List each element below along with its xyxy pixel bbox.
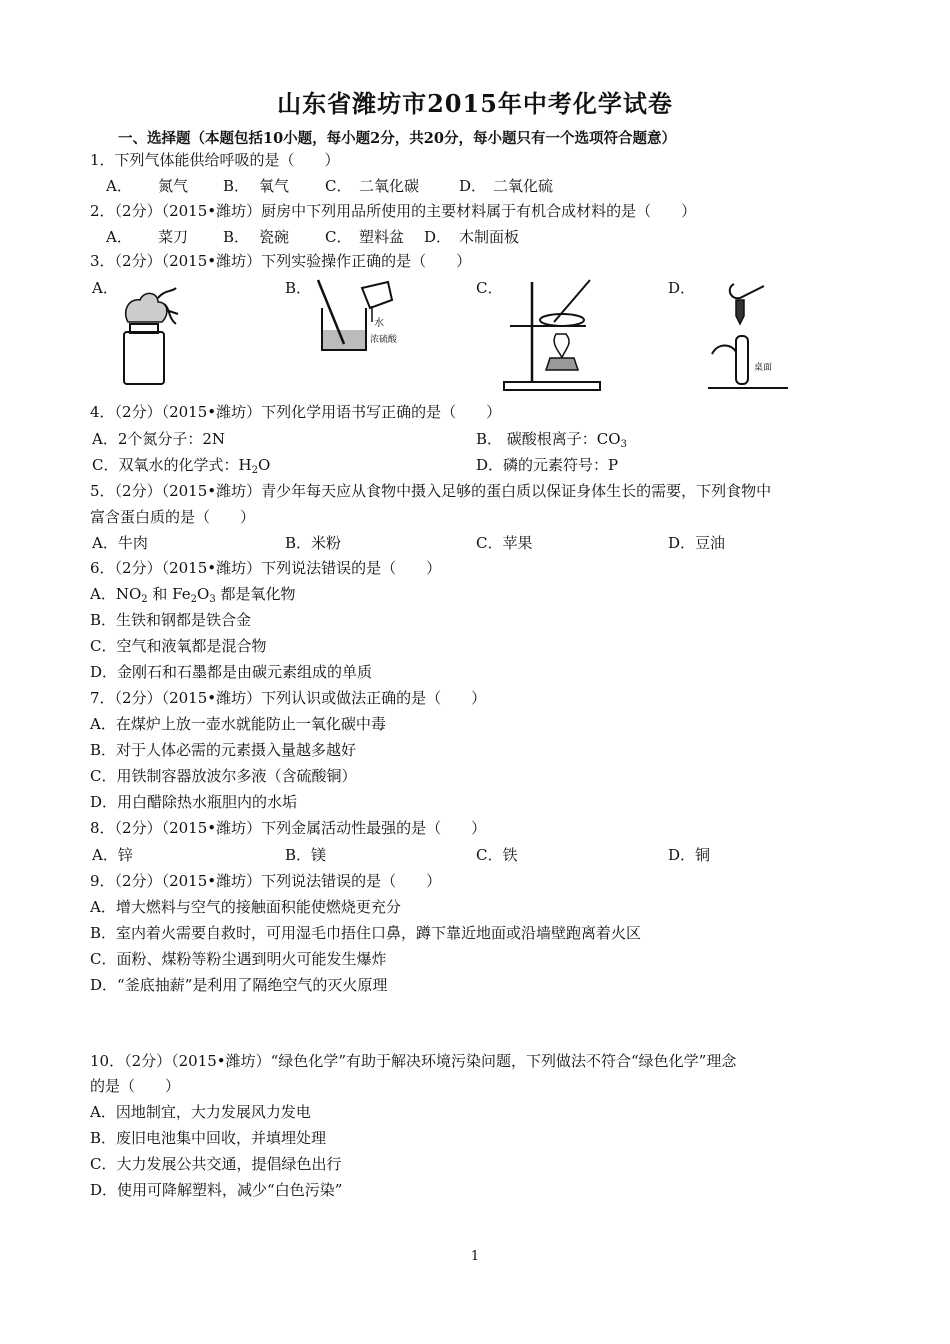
q5-option-c: C．苹果 — [476, 534, 533, 552]
q7-option-a: A．在煤炉上放一壶水就能防止一氧化碳中毒 — [90, 715, 386, 733]
q2-option-b-label: B． — [223, 228, 250, 246]
q9-option-b: B．室内着火需要自救时，可用湿毛巾捂住口鼻，蹲下靠近地面或沿墙壁跑离着火区 — [90, 924, 642, 942]
q3-option-c-label: C． — [476, 279, 503, 297]
q2-option-b-text: 瓷碗 — [259, 228, 290, 246]
q9-option-c: C．面粉、煤粉等粉尘遇到明火可能发生爆炸 — [90, 950, 387, 968]
q6-a-text: A．NO — [90, 585, 142, 603]
q7-stem: 7．（2分）（2015•潍坊）下列认识或做法正确的是（ ） — [90, 689, 487, 707]
figure-dilute-acid — [314, 278, 414, 358]
q9-option-d: D．“釜底抽薪”是利用了隔绝空气的灭火原理 — [90, 976, 388, 994]
q1-option-a-text: 氮气 — [158, 177, 189, 195]
q7-option-d: D．用白醋除热水瓶胆内的水垢 — [90, 793, 298, 811]
q4-option-c-text: C．双氧水的化学式：H — [92, 456, 252, 474]
q4-option-b-text: B． 碳酸根离子：CO — [476, 430, 621, 448]
q4-option-a: A．2个氮分子：2N — [92, 430, 226, 448]
q5-stem-line2: 富含蛋白质的是（ ） — [90, 508, 256, 526]
page-number: 1 — [470, 1249, 480, 1264]
q10-option-d: D．使用可降解塑料，减少“白色污染” — [90, 1181, 343, 1199]
q5-option-b: B．米粉 — [285, 534, 342, 552]
q4-option-c — [92, 455, 270, 475]
q2-option-c-label: C． — [325, 228, 352, 246]
figure-label-acid: 浓硫酸 — [370, 335, 398, 345]
q8-option-c: C．铁 — [476, 846, 518, 864]
q6-a-text2: 和 Fe — [147, 585, 191, 603]
q6-a-text4: 都是氧化物 — [215, 585, 296, 603]
q6-option-b: B．生铁和钢都是铁合金 — [90, 611, 252, 629]
q8-option-d: D．铜 — [668, 846, 711, 864]
exam-title: 山东省潍坊市2015年中考化学试卷 — [277, 89, 673, 118]
q7-option-b: B．对于人体必需的元素摄入量越多越好 — [90, 741, 357, 759]
q8-stem: 8．（2分）（2015•潍坊）下列金属活动性最强的是（ ） — [90, 819, 487, 837]
q1-option-d-text: 二氧化硫 — [493, 177, 554, 195]
q5-option-d: D．豆油 — [668, 534, 726, 552]
figure-label-water: 水 — [374, 318, 384, 329]
section-heading: 一、选择题（本题包括10小题，每小题2分，共20分，每小题只有一个选项符合题意） — [118, 130, 676, 147]
q10-option-c: C．大力发展公共交通，提倡绿色出行 — [90, 1155, 342, 1173]
q6-option-c: C．空气和液氧都是混合物 — [90, 637, 267, 655]
q2-option-d-label: D． — [424, 228, 452, 246]
q6-a-sub2: 2 — [190, 594, 198, 605]
figure-smell-bottle — [118, 284, 198, 388]
q1-option-b-label: B． — [223, 177, 250, 195]
q7-option-c: C．用铁制容器放波尔多液（含硫酸铜） — [90, 767, 357, 785]
q6-stem: 6．（2分）（2015•潍坊）下列说法错误的是（ ） — [90, 559, 442, 577]
q3-option-a-label: A． — [92, 279, 118, 297]
figure-iron-stand-heating — [500, 278, 604, 394]
q1-option-b-text: 氧气 — [259, 177, 290, 195]
q2-option-c-text: 塑料盆 — [359, 228, 405, 246]
q1-option-c-text: 二氧化碳 — [359, 177, 420, 195]
q4-option-c-tail: O — [257, 456, 271, 474]
q3-option-b-label: B． — [285, 279, 312, 297]
q6-option-d: D．金刚石和石墨都是由碳元素组成的单质 — [90, 663, 373, 681]
q1-option-a-label: A． — [106, 177, 132, 195]
q9-option-a: A．增大燃料与空气的接触面积能使燃烧更充分 — [90, 898, 401, 916]
q1-option-d-label: D． — [459, 177, 487, 195]
q6-a-sub1: 2 — [141, 594, 148, 605]
q6-a-text3: O — [197, 585, 210, 603]
q4-option-d: D．磷的元素符号：P — [476, 456, 619, 474]
q6-option-a — [90, 584, 296, 604]
q1-stem: 1．下列气体能供给呼吸的是（ ） — [90, 151, 340, 169]
q10-stem-line2: 的是（ ） — [90, 1077, 181, 1095]
figure-dropper-test-tube — [706, 278, 792, 396]
q6-a-sub3: 3 — [209, 594, 216, 605]
q4-option-b — [476, 429, 627, 449]
q4-option-b-sub: 3 — [620, 439, 627, 450]
q2-option-a-text: 菜刀 — [158, 228, 189, 246]
figure-label-table: 桌面 — [754, 363, 773, 373]
q2-option-d-text: 木制面板 — [459, 228, 520, 246]
q10-option-a: A．因地制宜，大力发展风力发电 — [90, 1103, 311, 1121]
q1-option-c-label: C． — [325, 177, 352, 195]
q4-option-c-sub: 2 — [251, 465, 258, 476]
q9-stem: 9．（2分）（2015•潍坊）下列说法错误的是（ ） — [90, 872, 442, 890]
q5-stem-line1: 5．（2分）（2015•潍坊）青少年每天应从食物中摄入足够的蛋白质以保证身体生长的需要，下列食物中 — [90, 482, 772, 500]
q10-option-b: B．废旧电池集中回收，并填埋处理 — [90, 1129, 327, 1147]
q8-option-a: A．锌 — [92, 846, 133, 864]
q3-stem: 3．（2分）（2015•潍坊）下列实验操作正确的是（ ） — [90, 252, 472, 270]
q10-stem-line1: 10．（2分）（2015•潍坊）“绿色化学”有助于解决环境污染问题，下列做法不符合“绿色化学”理念 — [90, 1052, 737, 1070]
q4-stem: 4．（2分）（2015•潍坊）下列化学用语书写正确的是（ ） — [90, 403, 502, 421]
q8-option-b: B．镁 — [285, 846, 327, 864]
q2-stem: 2．（2分）（2015•潍坊）厨房中下列用品所使用的主要材料属于有机合成材料的是（ ） — [90, 202, 697, 220]
q2-option-a-label: A． — [106, 228, 132, 246]
q5-option-a: A．牛肉 — [92, 534, 148, 552]
q3-option-d-label: D． — [668, 279, 696, 297]
